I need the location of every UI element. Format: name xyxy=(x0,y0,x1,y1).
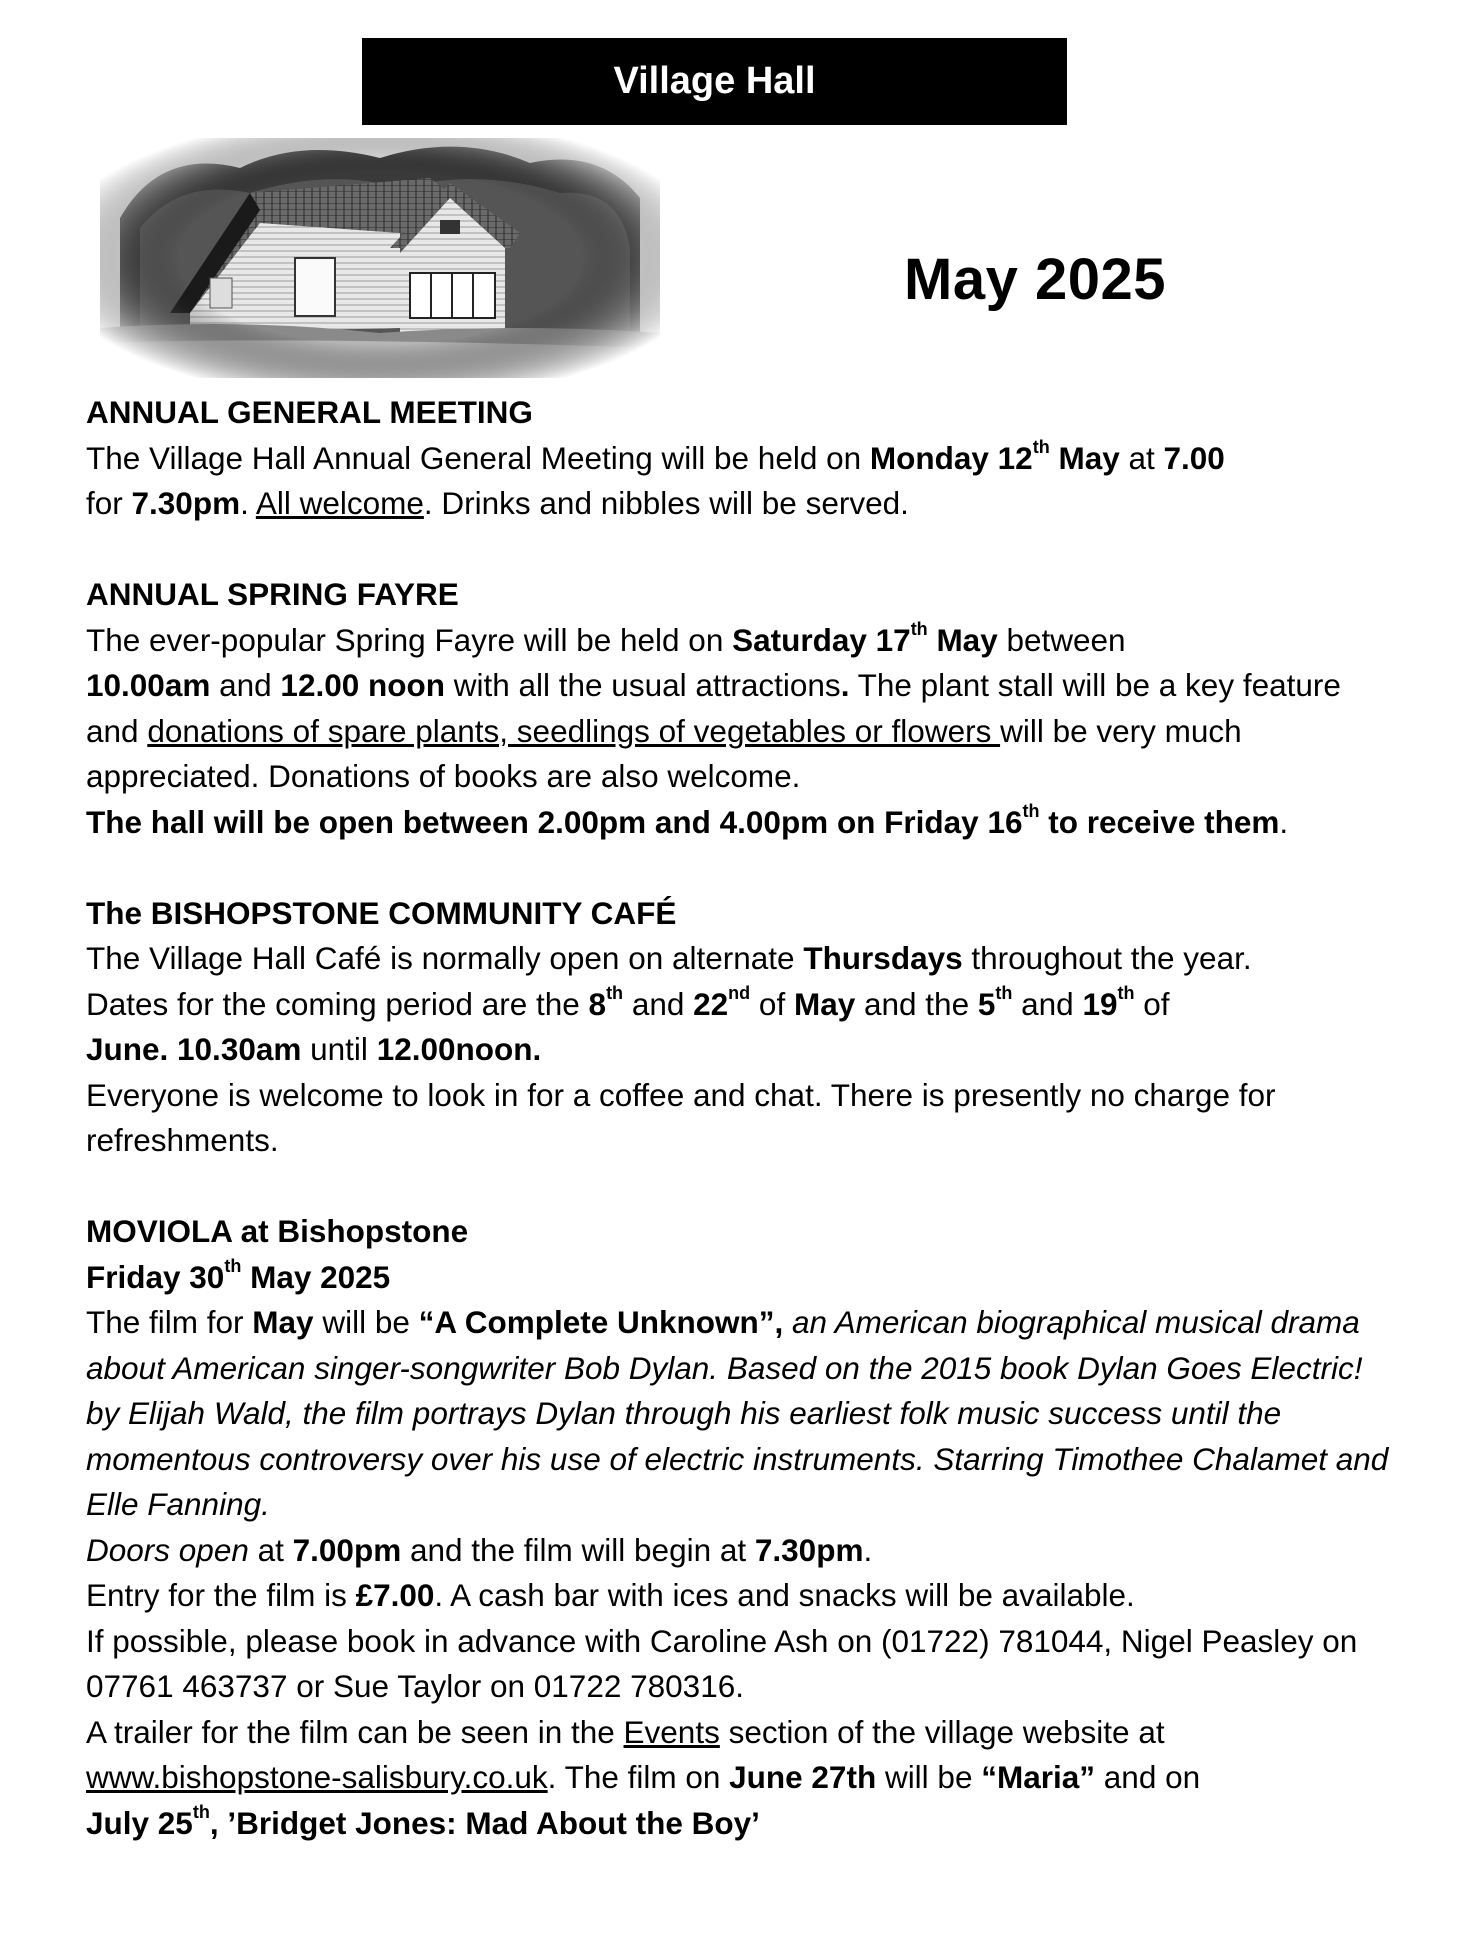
newsletter-content xyxy=(86,390,1396,1892)
fayre-heading: ANNUAL SPRING FAYRE xyxy=(86,576,459,612)
fayre-text: The ever-popular Spring Fayre will be held on Saturday 17th May between 10.00am and 12.00 noon with all the usual attractions. The plant stall will be a key feature and donations of spare plants, seedlings of vegetables or flowers will be very much appreciated. Donations of books are also welcome. xyxy=(86,619,1341,794)
cafe-text: The Village Hall Café is normally open on alternate Thursdays throughout the year. xyxy=(86,940,1252,976)
moviola-heading: MOVIOLA at Bishopstone xyxy=(86,1213,469,1249)
moviola-date: Friday 30th May 2025 xyxy=(86,1256,391,1295)
header-title-bar xyxy=(362,38,1067,125)
website-link[interactable]: www.bishopstone-salisbury.co.uk xyxy=(86,1759,548,1795)
cafe-section xyxy=(86,891,1396,1164)
agm-heading: ANNUAL GENERAL MEETING xyxy=(86,394,533,430)
agm-section xyxy=(86,390,1396,527)
moviola-booking: If possible, please book in advance with Caroline Ash on (01722) 781044, Nigel Peasley on 07761 463737 or Sue Taylor on 01722 780316. xyxy=(86,1622,1358,1704)
events-link[interactable]: Events xyxy=(623,1713,720,1750)
moviola-entry: Entry for the film is £7.00. A cash bar with ices and snacks will be available. xyxy=(86,1577,1135,1613)
moviola-section xyxy=(86,1209,1396,1846)
moviola-film: The film for May will be “A Complete Unknown”, an American biographical musical drama about American singer-songwriter Bob Dylan. Based on the 2015 book Dylan Goes Electric! by Elijah Wald, the film portrays Dylan through his earliest folk music success until the momentous controversy over his use of electric instruments. Starring Timothee Chalamet and Elle Fanning. xyxy=(86,1304,1389,1522)
moviola-trailer: A trailer for the film can be seen in the Events section of the village website at www.bishopstone-salisbury.co.uk. The film on June 27th will be “Maria” and on July 25th, ’Bridget Jones: Mad About the Boy’ xyxy=(86,1713,1201,1841)
village-hall-image xyxy=(100,138,660,378)
header-title: Village Hall xyxy=(613,60,816,102)
issue-date: May 2025 xyxy=(904,247,1166,312)
cafe-welcome: Everyone is welcome to look in for a coffee and chat. There is presently no charge for refreshments. xyxy=(86,1076,1276,1158)
fayre-section xyxy=(86,572,1396,845)
agm-text: The Village Hall Annual General Meeting will be held on Monday 12th May at 7.00 for 7.30pm. All welcome. Drinks and nibbles will be served. xyxy=(86,437,1225,521)
cafe-dates: Dates for the coming period are the 8th and 22nd of May and the 5th and 19th of June. 10.30am until 12.00noon. xyxy=(86,983,1170,1067)
moviola-times: Doors open at 7.00pm and the film will begin at 7.30pm. xyxy=(86,1531,873,1568)
cafe-heading: The BISHOPSTONE COMMUNITY CAFÉ xyxy=(86,894,677,931)
fayre-open-times: The hall will be open between 2.00pm and 4.00pm on Friday 16th to receive them. xyxy=(86,801,1289,840)
